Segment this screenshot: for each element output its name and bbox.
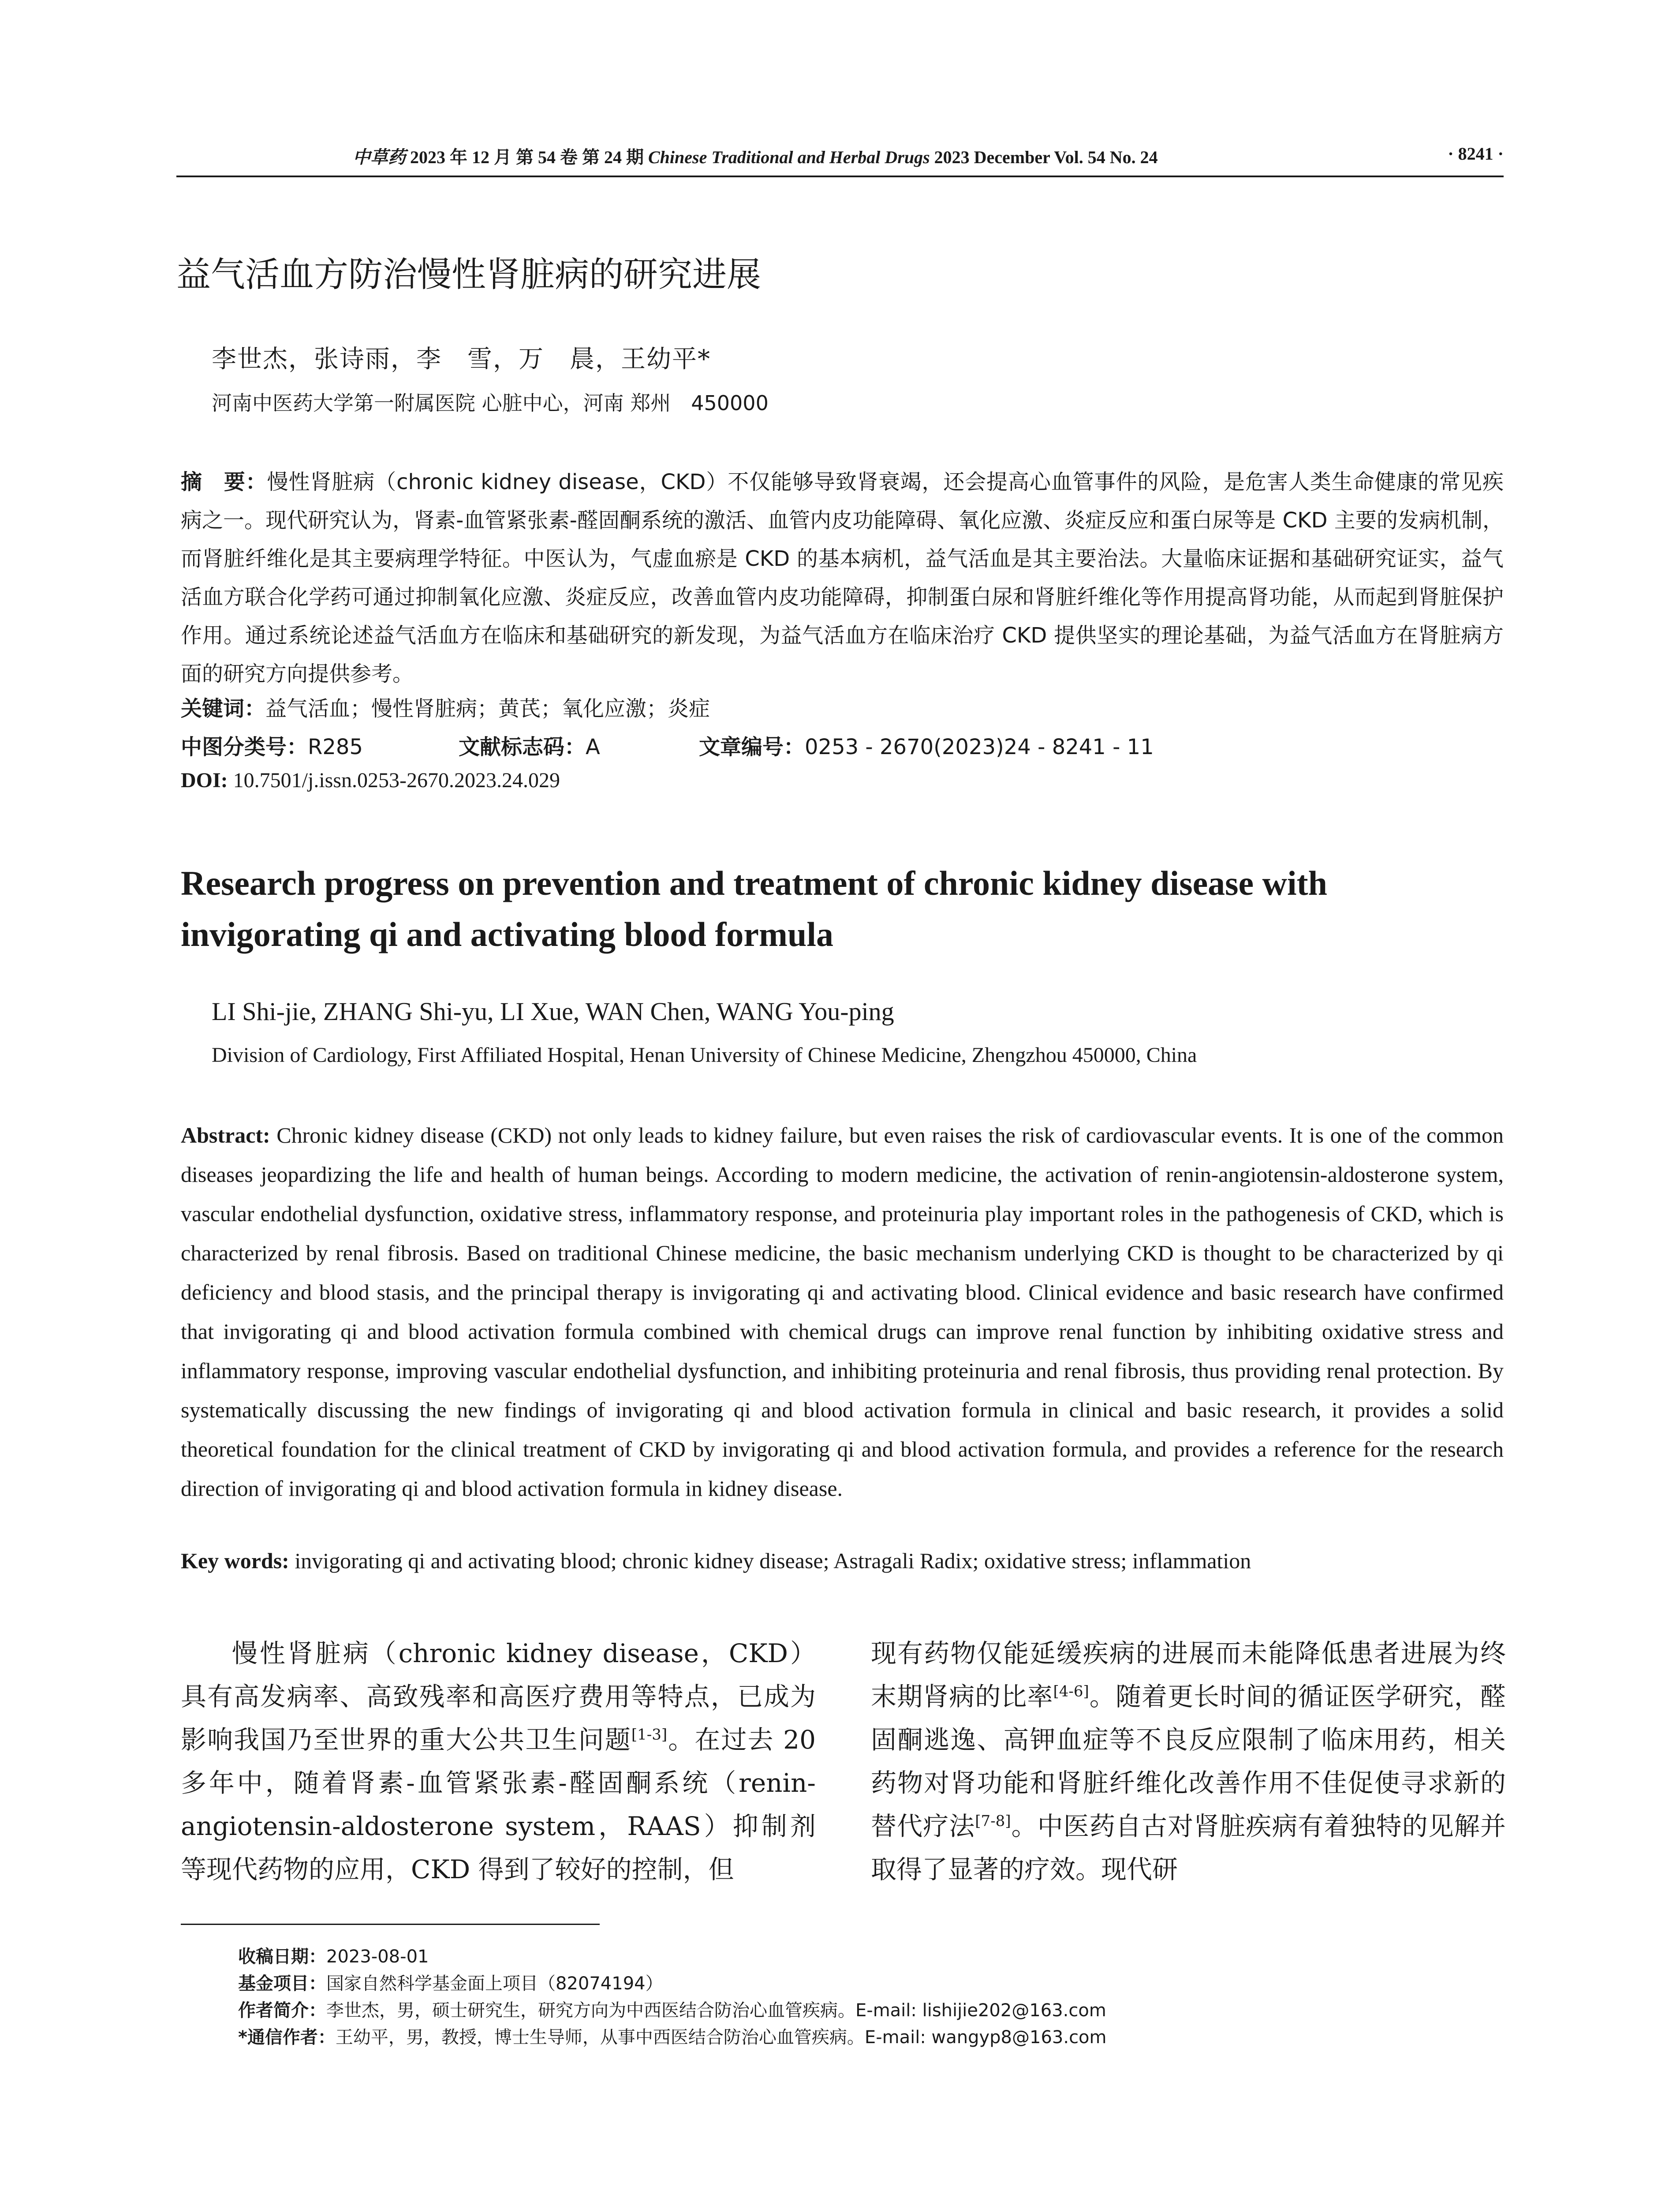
page-number: · 8241 · <box>1448 144 1504 164</box>
footnote-author-bio <box>238 1996 1106 2022</box>
body-right-text-3: 。中医药自古对肾脏疾病有着独特的见解并取得了显著的疗效。现代研 <box>871 1811 1506 1884</box>
authors-en: LI Shi-jie, ZHANG Shi-yu, LI Xue, WAN Chen, WANG You-ping <box>212 997 894 1026</box>
title-en: Research progress on prevention and treatment of chronic kidney disease with invigorating qi and activating blood formula <box>181 864 1328 953</box>
body-left-text-2: 。在过去 20 多年中，随着肾素-血管紧张素-醛固酮系统（renin-angiotensin-aldosterone system，RAAS）抑制剂等现代药物的应用，CKD 得到了较好的控制，但 <box>181 1725 816 1884</box>
citation-4-6[interactable]: [4-6] <box>1053 1682 1089 1700</box>
abstract-cn-label: 摘 要： <box>181 470 267 494</box>
doi-value[interactable]: 10.7501/j.issn.0253-2670.2023.24.029 <box>233 769 560 792</box>
fund-value: 国家自然科学基金面上项目（82074194） <box>326 1973 663 1994</box>
header-rule <box>176 176 1504 177</box>
body-column-left <box>181 1632 816 1891</box>
received-value: 2023-08-01 <box>326 1947 429 1967</box>
affiliation-cn: 河南中医药大学第一附属医院 心脏中心，河南 郑州 450000 <box>212 391 769 415</box>
abstract-cn <box>181 463 1504 693</box>
footnote-rule <box>181 1924 600 1925</box>
doc-code-line <box>459 730 600 760</box>
keywords-en-text: invigorating qi and activating blood; chronic kidney disease; Astragali Radix; oxidative stress; inflammation <box>295 1548 1251 1573</box>
doi-line <box>181 768 560 792</box>
keywords-cn-text: 益气活血；慢性肾脏病；黄芪；氧化应激；炎症 <box>265 696 710 721</box>
abstract-cn-text: 慢性肾脏病（chronic kidney disease，CKD）不仅能够导致肾衰竭，还会提高心血管事件的风险，是危害人类生命健康的常见疾病之一。现代研究认为，肾素-血管紧张素-醛固酮系统的激活、血管内皮功能障碍、氧化应激、炎症反应和蛋白尿等是 CKD 主要的发病机制，而肾脏纤维化是其主要病理学特征。中医认为，气虚血瘀是 CKD 的基本病机，益气活血是其主要治法。大量临床证据和基础研究证实，益气活血方联合化学药可通过抑制氧化应激、炎症反应，改善血管内皮功能障碍，抑制蛋白尿和肾脏纤维化等作用提高肾功能，从而起到肾脏保护作用。通过系统论述益气活血方在临床和基础研究的新发现，为益气活血方在临床治疗 CKD 提供坚实的理论基础，为益气活血方在肾脏病方面的研究方向提供参考。 <box>181 470 1504 686</box>
abstract-en-text: Chronic kidney disease (CKD) not only leads to kidney failure, but even raises the risk of cardiovascular events. It is one of the common diseases jeopardizing the life and health of human beings. According to modern medicine, the activation of renin-angiotensin-aldosterone system, vascular endothelial dysfunction, oxidative stress, inflammatory response, and proteinuria play important roles in the pathogenesis of CKD, which is characterized by renal fibrosis. Based on traditional Chinese medicine, the basic mechanism underlying CKD is thought to be characterized by qi deficiency and blood stasis, and the principal therapy is invigorating qi and activating blood. Clinical evidence and basic research have confirmed that invigorating qi and blood activation formula combined with chemical drugs can improve renal function by inhibiting oxidative stress and inflammatory response, improving vascular endothelial dysfunction, and inhibiting proteinuria and renal fibrosis, thus providing renal protection. By systematically discussing the new findings of invigorating qi and blood activation formula in clinical and basic research, it provides a solid theoretical foundation for the clinical treatment of CKD by invigorating qi and blood activation formula, and provides a reference for the research direction of invigorating qi and blood activation formula in kidney disease. <box>181 1123 1504 1501</box>
journal-name-en: Chinese Traditional and Herbal Drugs <box>648 147 930 167</box>
affiliation-en: Division of Cardiology, First Affiliated Hospital, Henan University of Chinese Medicine, Zhengzhou 450000, China <box>212 1043 1197 1067</box>
body-left-text-1: 慢性肾脏病（chronic kidney disease，CKD）具有高发病率、高致残率和高医疗费用等特点，已成为影响我国乃至世界的重大公共卫生问题 <box>181 1638 816 1755</box>
fund-label: 基金项目： <box>238 1973 326 1994</box>
citation-7-8[interactable]: [7-8] <box>975 1812 1011 1830</box>
doc-code-label: 文献标志码： <box>459 735 586 759</box>
body-right-text-1: 现有药物仅能延缓疾病的进展而未能降低患者进展为终末期肾病的比率 <box>871 1638 1506 1712</box>
bio-value: 李世杰，男，硕士研究生，研究方向为中西医结合防治心血管疾病。E-mail: lishijie202@163.com <box>326 2000 1106 2021</box>
abstract-en <box>181 1116 1504 1508</box>
authors-cn: 李世杰，张诗雨，李 雪，万 晨，王幼平* <box>212 345 711 374</box>
footnote-corresponding <box>238 2023 1107 2048</box>
clc-value: R285 <box>308 735 363 759</box>
keywords-cn-label: 关键词： <box>181 696 266 721</box>
issue-en: 2023 December Vol. 54 No. 24 <box>934 147 1158 167</box>
journal-name-cn: 中草药 <box>353 147 406 168</box>
corr-label: *通信作者： <box>238 2027 336 2048</box>
citation-1-3[interactable]: [1-3] <box>631 1726 668 1744</box>
doc-code-value: A <box>586 735 600 759</box>
body-right-text-2: 。随着更长时间的循证医学研究，醛固酮逃逸、高钾血症等不良反应限制了临床用药，相关药物对肾功能和肾脏纤维化改善作用不佳促使寻求新的替代疗法 <box>871 1682 1506 1841</box>
title-cn: 益气活血方防治慢性肾脏病的研究进展 <box>176 255 762 295</box>
body-column-right <box>871 1632 1506 1891</box>
footnote-received <box>238 1943 429 1968</box>
article-no-value: 0253 - 2670(2023)24 - 8241 - 11 <box>805 735 1154 759</box>
received-label: 收稿日期： <box>238 1947 326 1967</box>
article-no-label: 文章编号： <box>699 735 805 759</box>
doi-label: DOI: <box>181 769 228 792</box>
issue-cn: 2023 年 12 月 第 54 卷 第 24 期 <box>410 147 644 167</box>
article-no-line <box>699 730 1154 760</box>
running-header <box>176 143 1504 170</box>
clc-label: 中图分类号： <box>181 735 308 759</box>
footnote-fund <box>238 1970 663 1995</box>
abstract-en-label: Abstract: <box>181 1123 270 1147</box>
keywords-en <box>181 1548 1251 1573</box>
keywords-cn <box>181 691 710 722</box>
classification-line <box>181 730 363 760</box>
keywords-en-label: Key words: <box>181 1548 289 1573</box>
bio-label: 作者简介： <box>238 2000 326 2021</box>
corr-value: 王幼平，男，教授，博士生导师，从事中西医结合防治心血管疾病。E-mail: wangyp8@163.com <box>335 2027 1107 2048</box>
